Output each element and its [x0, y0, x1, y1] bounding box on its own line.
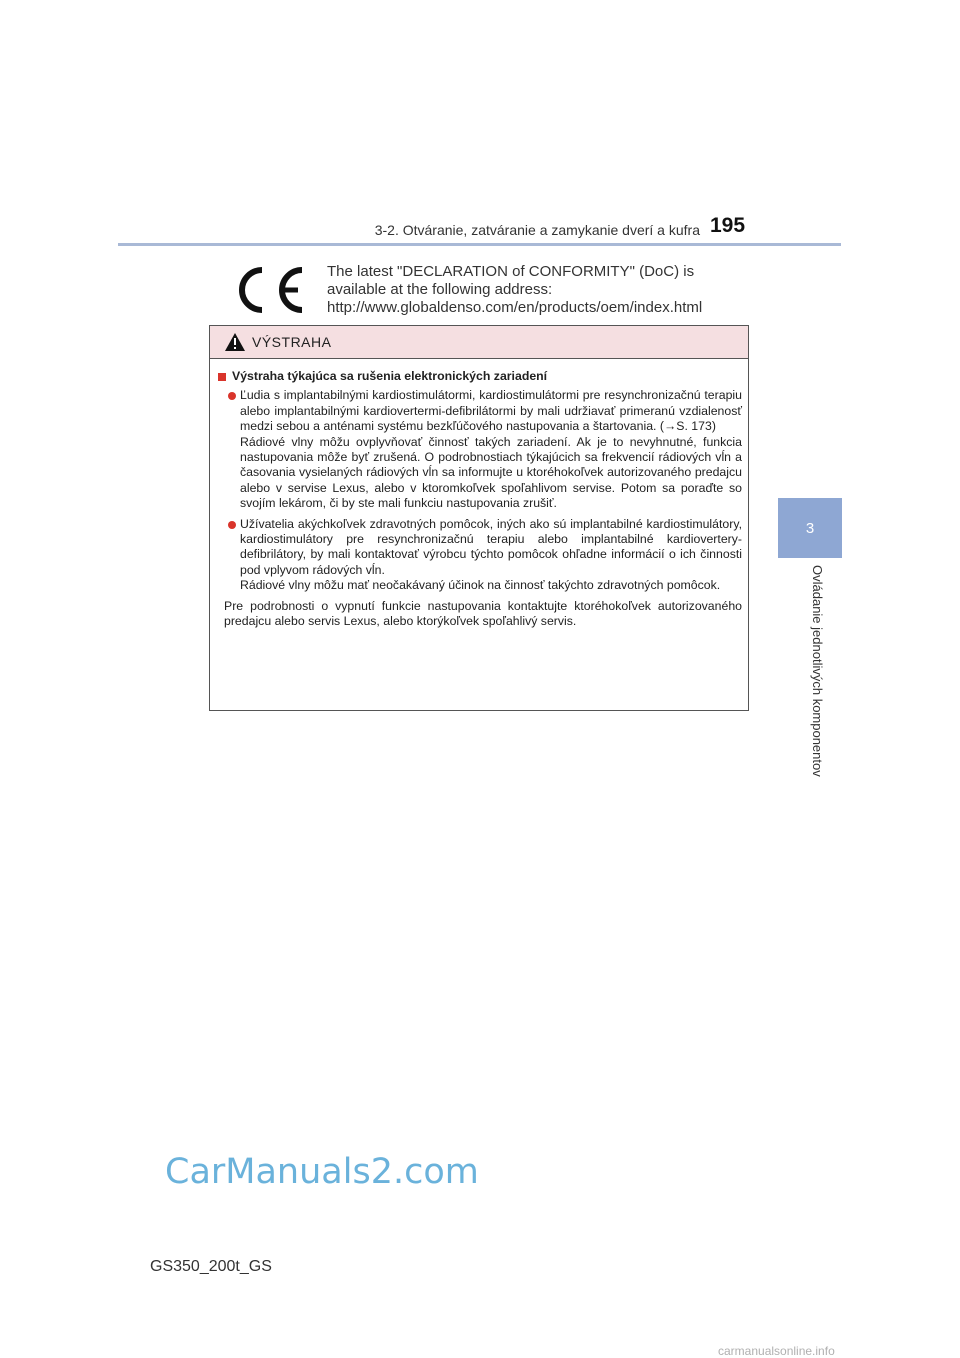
list-item — [218, 517, 742, 594]
chapter-number: 3 — [805, 519, 815, 537]
warning-body — [210, 359, 748, 630]
list-item — [218, 388, 742, 511]
watermark-logo[interactable]: CarManuals2.com — [165, 1152, 479, 1192]
footer-model: GS350_200t_GS — [150, 1258, 272, 1275]
list-item-text: Rádiové vlny môžu ovplyvňovať činnosť takých zariadení. Ak je to nevyhnutné, funkcia nastupovania môže byť zrušená. O podrobnostiach týkajúcich sa frekvencií rádiových vĺn a časovania vysielaných rádiových vĺn sa informujte u ktoréhokoľvek autorizovaného predajcu alebo v servise Lexus, alebo v ktoromkoľvek spoľahlivom servise. Potom sa poraďte so svojím lekárom, či by ste mali funkciu nastupovania zrušiť. — [240, 434, 742, 511]
page-number: 195 — [710, 214, 746, 237]
warning-header — [210, 326, 748, 359]
ce-mark-icon — [232, 264, 308, 316]
warning-box — [209, 325, 749, 711]
warning-heading-text: Výstraha týkajúca sa rušenia elektronických zariadení — [232, 369, 548, 383]
list-item-text: Užívatelia akýchkoľvek zdravotných pomôcok, iných ako sú implantabilné kardiostimulátory, kardiostimulátory pre resynchronizačnú terapiu alebo implantabilné kardiovertery-defibrilátory, by mali kontaktovať výrobcu týchto pomôcok ohľadne informácií o ich činnosti pod vplyvom rádových vĺn. — [240, 516, 742, 577]
chapter-tab[interactable] — [778, 498, 842, 558]
chapter-label: Ovládanie jednotlivých komponentov — [810, 565, 825, 777]
bullet-dot-icon — [228, 521, 236, 529]
warning-title: VÝSTRAHA — [252, 334, 332, 350]
doc-notice-line: The latest "DECLARATION of CONFORMITY" (DoC) is — [327, 263, 695, 280]
list-item-text: Ľudia s implantabilnými kardiostimulátormi, kardiostimulátormi pre resynchronizačnú terapiu alebo implantabilnými kardiovertermi-defibrilátormi by mali udržiavať primeranú vzdialenosť medzi sebou a anténami systému bezkľúčového nastupovania a štartovania. (→S. 173) — [240, 388, 742, 434]
warning-triangle-icon — [224, 332, 246, 352]
closing-paragraph: Pre podrobnosti o vypnutí funkcie nastupovania kontaktujte ktoréhokoľvek autorizovaného predajcu alebo servis Lexus, alebo ktorýkoľvek spoľahlivý servis. — [224, 598, 742, 629]
doc-notice — [327, 263, 727, 317]
doc-notice-url[interactable]: http://www.globaldenso.com/en/products/oem/index.html — [327, 299, 703, 316]
warning-heading — [218, 369, 742, 384]
section-title: 3-2. Otváranie, zatváranie a zamykanie dverí a kufra — [374, 222, 700, 238]
header-divider — [118, 243, 841, 246]
doc-notice-line: available at the following address: — [327, 281, 553, 298]
square-bullet-icon — [218, 373, 226, 381]
list-item-text: Rádiové vlny môžu mať neočakávaný účinok na činnosť takýchto zdravotných pomôcok. — [240, 578, 721, 593]
bullet-dot-icon — [228, 392, 236, 400]
bottom-watermark[interactable]: carmanualsonline.info — [718, 1344, 835, 1358]
